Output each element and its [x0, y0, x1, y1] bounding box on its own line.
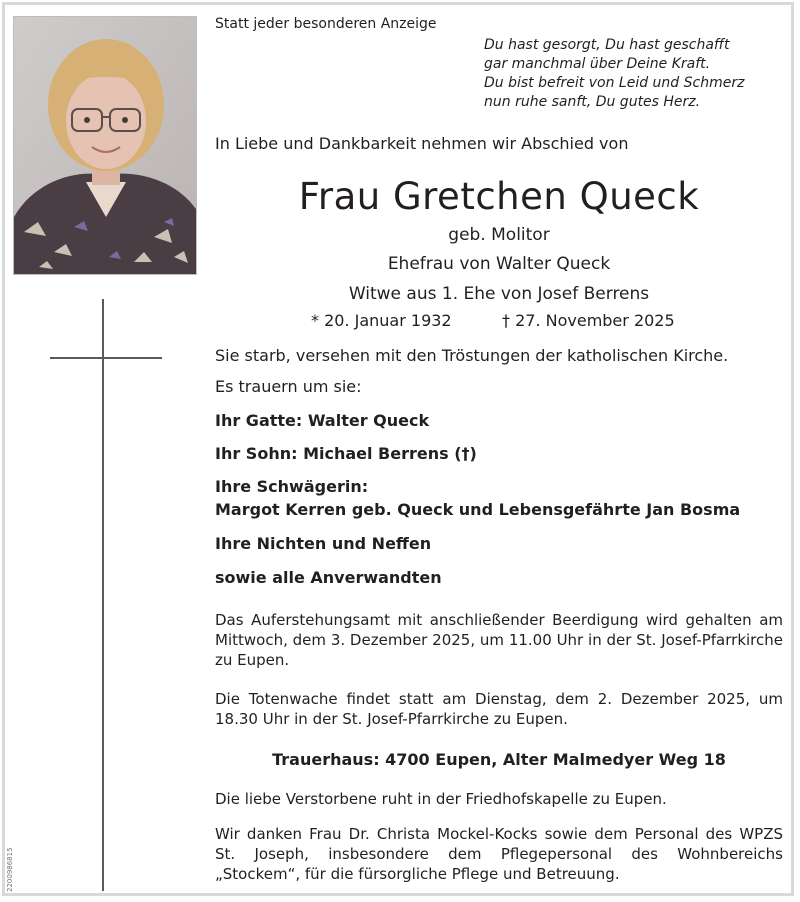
side-code: 2200986815	[6, 847, 14, 892]
mourner-nieces-nephews: Ihre Nichten und Neffen	[215, 534, 432, 553]
cross-icon-bar	[50, 357, 162, 359]
widow-line: Witwe aus 1. Ehe von Josef Berrens	[348, 284, 650, 304]
mourners-intro: Es trauern um sie:	[215, 377, 362, 396]
service-paragraph: Das Auferstehungsamt mit anschließender Beerdigung wird gehalten am Mittwoch, dem 3. Dezember 2025, um 11.00 Uhr in der St. Josef-Pfarrkirche zu Eupen.	[215, 611, 783, 669]
spouse-line: Ehefrau von Walter Queck	[387, 254, 611, 274]
wake-paragraph: Die Totenwache findet statt am Dienstag, dem 2. Dezember 2025, um 18.30 Uhr in der St. Josef-Pfarrkirche zu Eupen.	[215, 690, 783, 728]
mourner-son: Ihr Sohn: Michael Berrens (†)	[215, 444, 477, 463]
cross-icon	[102, 299, 104, 891]
poem-line: gar manchmal über Deine Kraft.	[484, 56, 711, 72]
poem-line: Du hast gesorgt, Du hast geschafft	[484, 37, 730, 53]
birth-date: * 20. Januar 1932	[311, 311, 452, 330]
mourner-sister-in-law-label: Ihre Schwägerin:	[215, 477, 369, 496]
sacrament-line: Sie starb, versehen mit den Tröstungen der katholischen Kirche.	[215, 346, 729, 365]
mourner-sister-in-law: Margot Kerren geb. Queck und Lebensgefährte Jan Bosma	[215, 500, 741, 519]
header-note: Statt jeder besonderen Anzeige	[215, 16, 437, 32]
intro-line: In Liebe und Dankbarkeit nehmen wir Abschied von	[215, 134, 629, 153]
poem-line: nun ruhe sanft, Du gutes Herz.	[484, 94, 701, 110]
death-date: † 27. November 2025	[502, 311, 675, 330]
mourner-relatives: sowie alle Anverwandten	[215, 568, 442, 587]
thanks-paragraph: Wir danken Frau Dr. Christa Mockel-Kocks sowie dem Personal des WPZS St. Joseph, insbesondere dem Pflegepersonal des Wohnbereichs „Stockem“, für die fürsorgliche Pflege und Betreuung.	[215, 825, 783, 883]
maiden-name: geb. Molitor	[448, 225, 550, 245]
mourner-husband: Ihr Gatte: Walter Queck	[215, 411, 430, 430]
mourning-house: Trauerhaus: 4700 Eupen, Alter Malmedyer Weg 18	[272, 750, 726, 769]
poem	[484, 36, 744, 112]
portrait-photo	[13, 16, 197, 275]
rest-line: Die liebe Verstorbene ruht in der Friedhofskapelle zu Eupen.	[215, 790, 667, 808]
poem-line: Du bist befreit von Leid und Schmerz	[484, 75, 745, 91]
deceased-name: Frau Gretchen Queck	[298, 175, 700, 218]
